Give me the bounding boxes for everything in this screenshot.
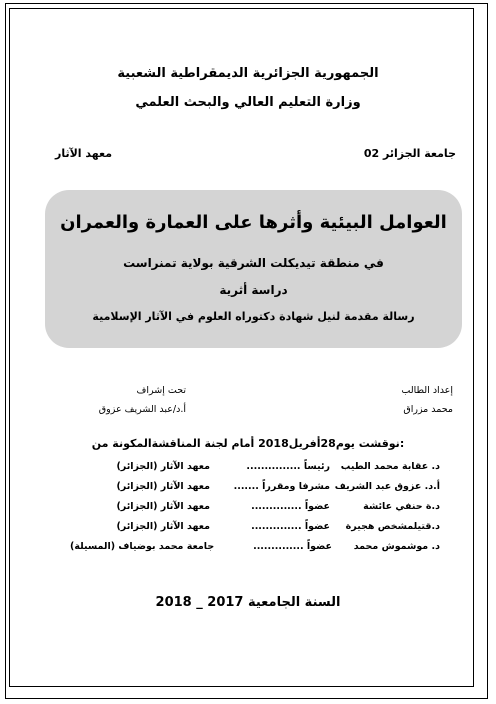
committee-member: [70, 518, 440, 534]
thesis-subtitle: في منطقة تيديكلت الشرقية بولاية تمنراست: [123, 256, 384, 270]
academic-year: السنة الجامعية 2017 _ 2018: [155, 595, 341, 610]
supervisor-label: تحت إشراف: [136, 385, 186, 396]
member-role: عضواً ..............: [251, 500, 330, 512]
committee-member: [70, 458, 440, 474]
title-box: [45, 190, 462, 348]
member-role: رئيساً ...............: [246, 460, 330, 472]
member-role: مشرفا ومقرراً .......: [233, 480, 330, 492]
committee-member: [70, 538, 440, 554]
supervisor-name: أ.د/عبد الشريف عزوق: [98, 404, 186, 415]
member-name: د. عقابة محمد الطيب: [340, 460, 440, 472]
thesis-purpose: رسالة مقدمة لنيل شهادة دكتوراه العلوم في الآثار الإسلامية: [92, 310, 415, 323]
member-institution: جامعة محمد بوضياف (المسيلة): [70, 540, 215, 552]
member-name: أ.د. عزوق عبد الشريف: [334, 480, 440, 492]
member-name: د. موشموش محمد: [353, 540, 440, 552]
university-name: جامعة الجزائر 02: [363, 147, 456, 160]
committee-member: [70, 478, 440, 494]
member-institution: معهد الآثار (الجزائر): [116, 480, 210, 492]
member-name: د.قتيلمشخص هجيرة: [345, 520, 440, 532]
ministry-heading: وزارة التعليم العالي والبحث العلمي: [135, 95, 361, 110]
committee-intro: نوقشت يوم28أفريل2018 أمام لجنة المناقشةالمكونة من:: [91, 437, 405, 450]
thesis-title: العوامل البيئية وأثرها على العمارة والعمران: [60, 212, 447, 233]
member-role: عضواً ..............: [251, 520, 330, 532]
student-name: محمد مزراق: [403, 404, 453, 415]
prepared-label: إعداد الطالب: [401, 385, 453, 396]
institute-name: معهد الآثار: [55, 147, 113, 160]
committee-member: [70, 498, 440, 514]
member-name: د.ة حنفي عائشة: [363, 500, 440, 512]
member-role: عضواً ..............: [253, 540, 332, 552]
study-type: دراسة أثرية: [219, 283, 288, 297]
member-institution: معهد الآثار (الجزائر): [116, 520, 210, 532]
member-institution: معهد الآثار (الجزائر): [116, 500, 210, 512]
member-institution: معهد الآثار (الجزائر): [116, 460, 210, 472]
republic-heading: الجمهورية الجزائرية الديمقراطية الشعبية: [117, 66, 379, 81]
